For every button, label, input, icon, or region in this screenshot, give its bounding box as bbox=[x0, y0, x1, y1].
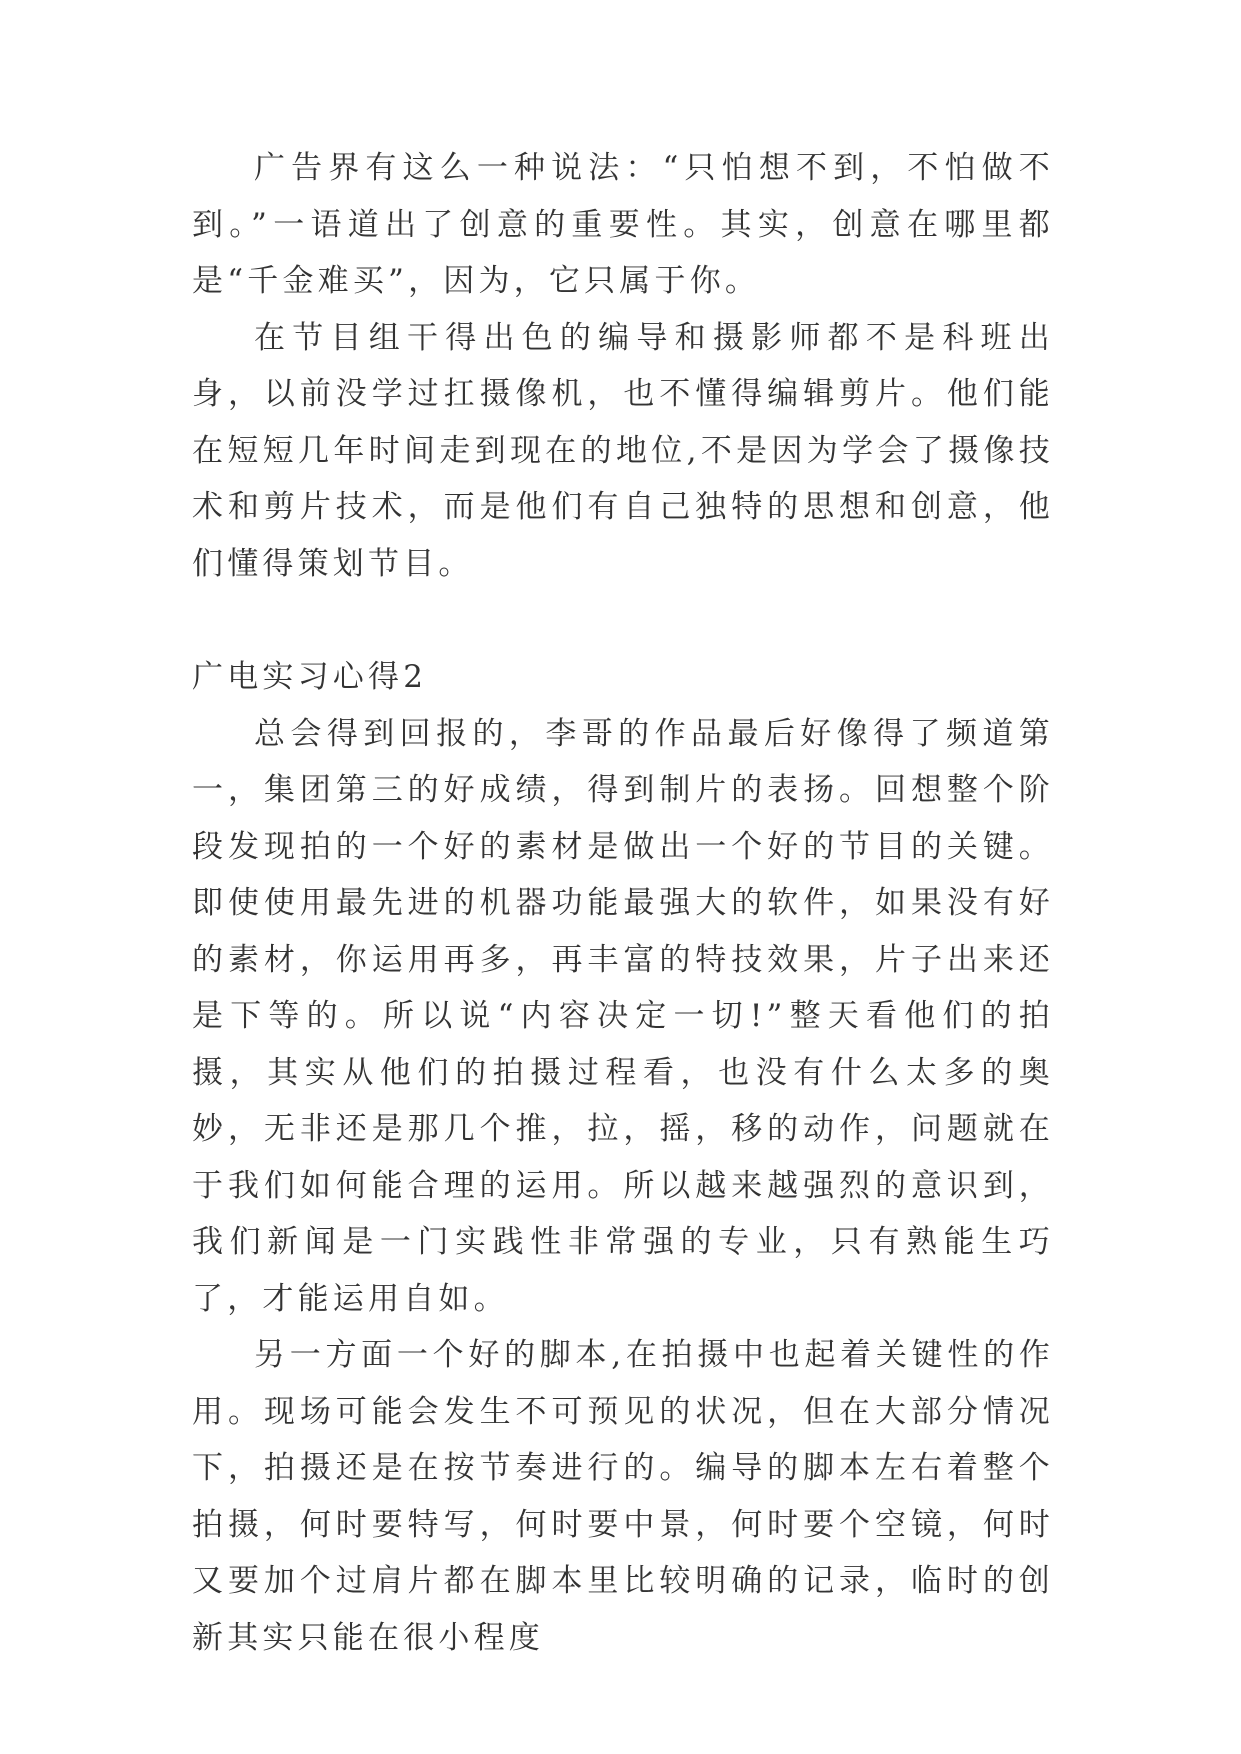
paragraph: 在节目组干得出色的编导和摄影师都不是科班出身，以前没学过扛摄像机，也不懂得编辑剪片。他们能在短短几年时间走到现在的地位,不是因为学会了摄像技术和剪片技术，而是他们有自己独特的思想和创意，他们懂得策划节目。 bbox=[192, 319, 1054, 582]
section-gap bbox=[192, 592, 1054, 649]
paragraph: 广告界有这么一种说法：“只怕想不到，不怕做不到。”一语道出了创意的重要性。其实，创意在哪里都是“千金难买”，因为，它只属于你。 bbox=[192, 150, 1054, 299]
document-page bbox=[192, 140, 1054, 1666]
section-heading: 广电实习心得2 bbox=[192, 659, 428, 695]
paragraph: 总会得到回报的，李哥的作品最后好像得了频道第一，集团第三的好成绩，得到制片的表扬。回想整个阶段发现拍的一个好的素材是做出一个好的节目的关键。即使使用最先进的机器功能最强大的软件，如果没有好的素材，你运用再多，再丰富的特技效果，片子出来还是下等的。所以说“内容决定一切!”整天看他们的拍摄，其实从他们的拍摄过程看，也没有什么太多的奥妙，无非还是那几个推，拉，摇，移的动作，问题就在于我们如何能合理的运用。所以越来越强烈的意识到，我们新闻是一门实践性非常强的专业，只有熟能生巧了，才能运用自如。 bbox=[192, 715, 1054, 1317]
paragraph: 另一方面一个好的脚本,在拍摄中也起着关键性的作用。现场可能会发生不可预见的状况，但在大部分情况下，拍摄还是在按节奏进行的。编导的脚本左右着整个拍摄，何时要特写，何时要中景，何时要个空镜，何时又要加个过肩片都在脚本里比较明确的记录，临时的创新其实只能在很小程度 bbox=[192, 1337, 1054, 1656]
